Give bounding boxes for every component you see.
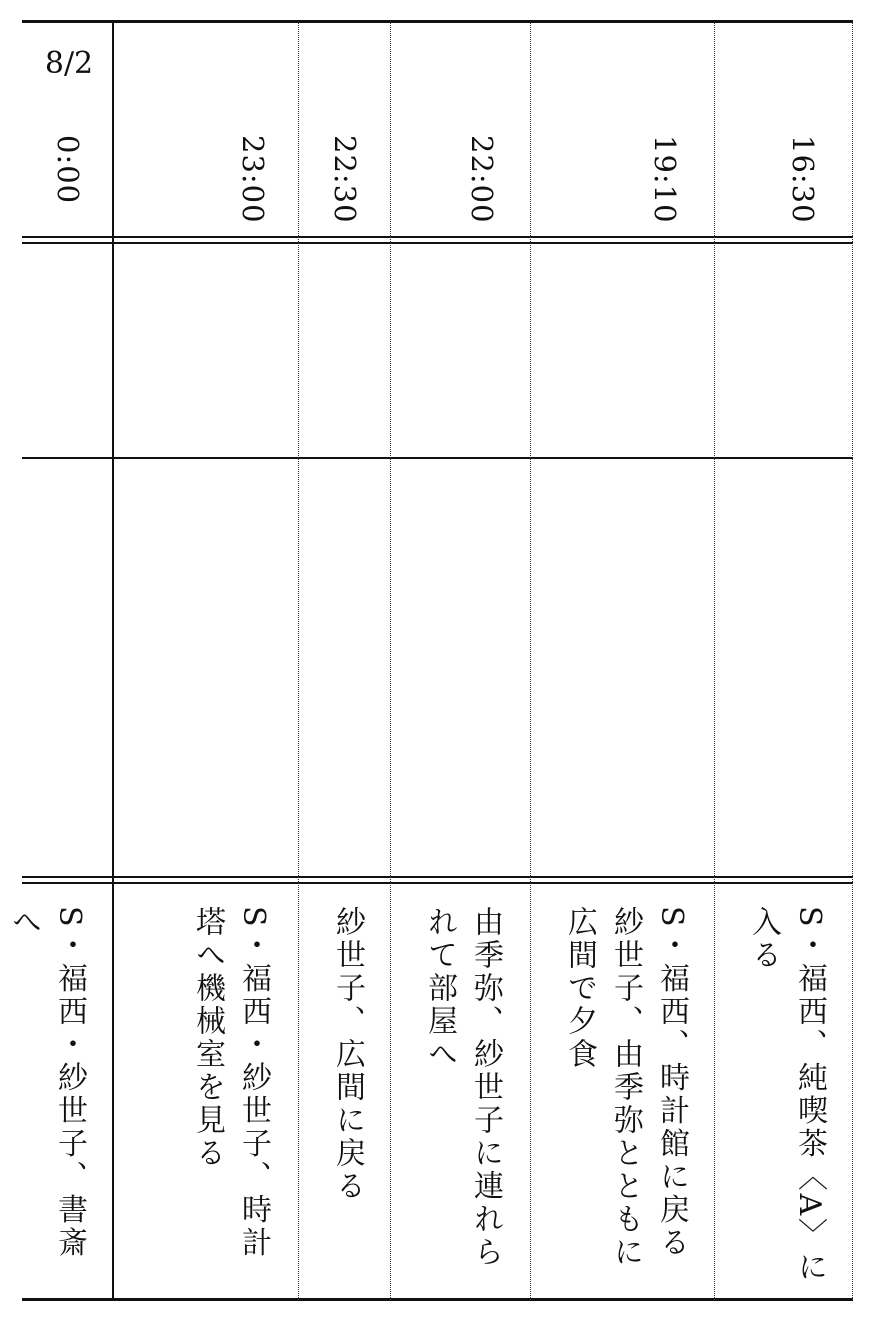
bottom-rule xyxy=(22,1298,853,1301)
event-text: S・福西、時計館に戻る紗世子、由季弥とともに広間で夕食 xyxy=(562,906,689,1269)
middle-rule xyxy=(22,457,853,459)
time-label: 0:00 xyxy=(51,135,85,205)
time-label: 22:30 xyxy=(328,135,362,224)
double-rule-lower-a xyxy=(22,876,853,878)
time-label: 16:30 xyxy=(786,135,820,224)
double-rule-upper-b xyxy=(22,242,853,244)
double-rule-upper-a xyxy=(22,236,853,238)
time-label: 22:00 xyxy=(465,135,499,224)
event-text: 紗世子、広間に戻る xyxy=(330,906,365,1203)
event-text: S・福西・紗世子、書斎へ xyxy=(6,906,87,1260)
column-divider xyxy=(298,22,299,1300)
time-label: 19:10 xyxy=(648,135,682,224)
top-rule xyxy=(22,20,853,23)
event-text: S・福西・紗世子、時計塔へ機械室を見る xyxy=(190,906,271,1260)
column-divider xyxy=(714,22,715,1300)
event-text: 由季弥、紗世子に連れられて部屋へ xyxy=(422,906,503,1269)
column-divider-solid xyxy=(112,22,114,1300)
column-divider xyxy=(852,22,853,1300)
time-label: 23:00 xyxy=(236,135,270,224)
column-divider xyxy=(390,22,391,1300)
date-label: 8/2 xyxy=(44,46,94,81)
column-divider xyxy=(530,22,531,1300)
event-text: S・福西、純喫茶〈A〉に入る xyxy=(746,906,827,1285)
double-rule-lower-b xyxy=(22,882,853,884)
